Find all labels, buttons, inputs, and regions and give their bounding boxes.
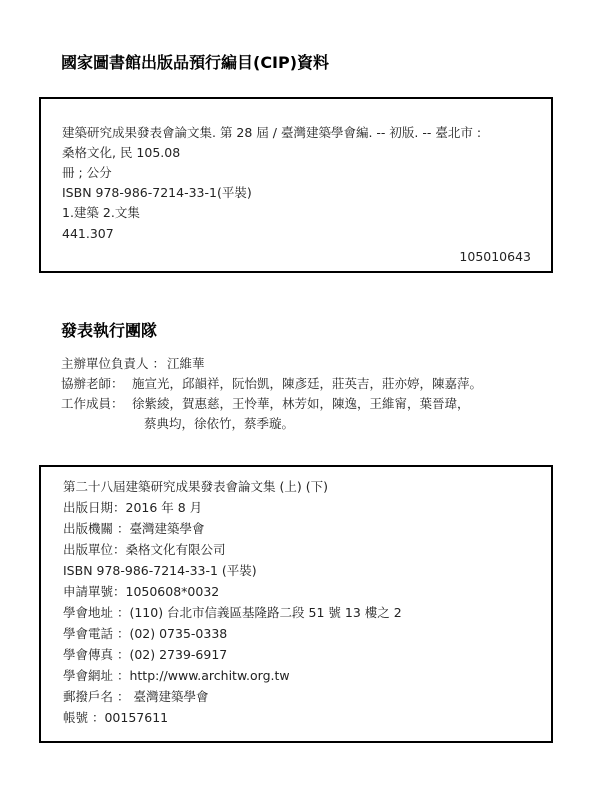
cip-line-classification: 441.307 <box>62 226 114 241</box>
host-value: 江維華 <box>167 356 205 371</box>
cip-heading: 國家圖書館出版品預行編目(CIP)資料 <box>61 53 330 72</box>
advisors-label: 協辦老師： <box>61 376 124 391</box>
pub-line-publisher: 出版單位：桑格文化有限公司 <box>63 542 226 557</box>
staff-value-line-2: 蔡典均，徐依竹，蔡季璇。 <box>144 416 295 431</box>
cip-line-subjects: 1.建築 2.文集 <box>62 205 140 220</box>
pub-line-date: 出版日期：2016 年 8 月 <box>63 500 203 515</box>
cip-line-volume: 冊 ; 公分 <box>62 165 112 180</box>
pub-line-isbn: ISBN 978-986-7214-33-1 (平裝) <box>63 563 257 578</box>
pub-line-account-no: 帳號 ：00157611 <box>63 710 169 725</box>
pub-line-phone: 學會電話 ：(02) 0735-0338 <box>63 626 228 641</box>
pub-line-application-no: 申請單號：1050608*0032 <box>63 584 220 599</box>
cip-record-box <box>39 97 553 273</box>
host-label: 主辦單位負責人 ： <box>61 356 165 371</box>
advisors-value: 施宣光，邱韻祥，阮怡凱，陳彥廷，莊英吉，莊亦婷，陳嘉萍。 <box>132 376 483 391</box>
cip-line-isbn: ISBN 978-986-7214-33-1(平裝) <box>62 185 252 200</box>
pub-line-title: 第二十八屆建築研究成果發表會論文集 (上) (下) <box>63 479 328 494</box>
pub-line-fax: 學會傳真 ：(02) 2739-6917 <box>63 647 228 662</box>
pub-line-address: 學會地址 ：(110) 台北市信義區基隆路二段 51 號 13 樓之 2 <box>63 605 402 620</box>
pub-line-agency: 出版機關 ：臺灣建築學會 <box>63 521 205 536</box>
cip-record-code: 105010643 <box>459 249 531 264</box>
cip-line-publisher: 桑格文化, 民 105.08 <box>62 145 181 160</box>
cip-line-title: 建築研究成果發表會論文集. 第 28 屆 / 臺灣建築學會編. -- 初版. -- 臺北市 : <box>62 125 482 140</box>
staff-value-line-1: 徐紫綾，賀惠慈，王怜華，林芳如，陳逸，王維甯，葉晉瑋， <box>132 396 470 411</box>
team-heading: 發表執行團隊 <box>61 321 158 340</box>
publication-info-box <box>39 465 553 743</box>
pub-line-account-name: 郵撥戶名 ： 臺灣建築學會 <box>63 689 209 704</box>
pub-line-website: 學會網址 ：http://www.architw.org.tw <box>63 668 290 683</box>
staff-label: 工作成員： <box>61 396 124 411</box>
